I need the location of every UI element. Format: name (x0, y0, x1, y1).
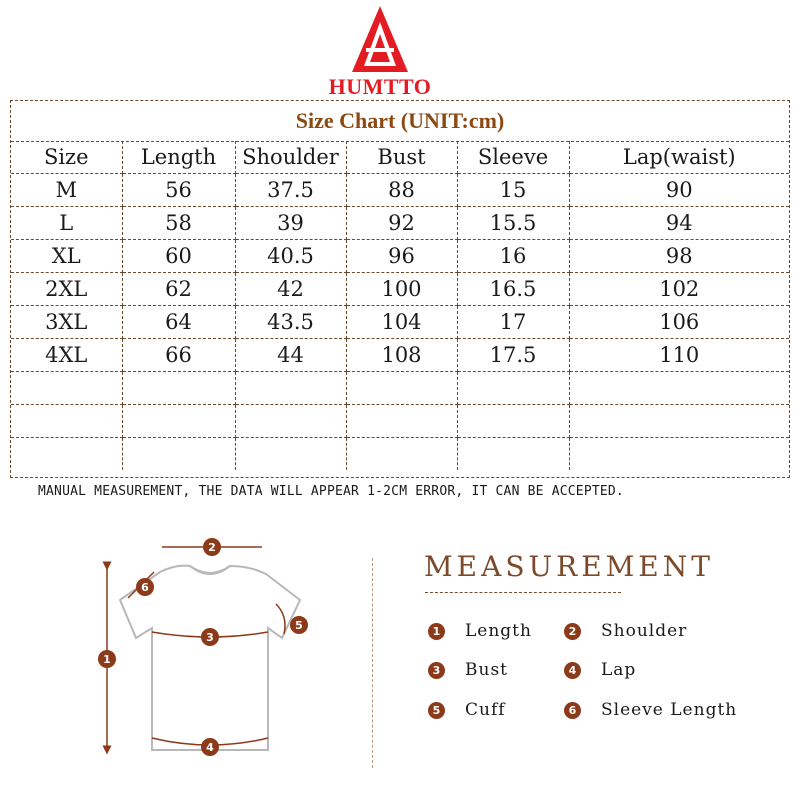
table-cell: 17 (457, 306, 569, 339)
table-row (11, 240, 789, 273)
section-divider (372, 558, 373, 768)
legend-item-cuff (428, 700, 506, 720)
table-cell (569, 372, 789, 405)
table-cell: 92 (346, 207, 457, 240)
table-cell: 44 (235, 339, 346, 372)
table-cell: 43.5 (235, 306, 346, 339)
table-cell (457, 372, 569, 405)
table-cell (346, 438, 457, 471)
measurement-title: MEASUREMENT (424, 550, 714, 583)
table-row (11, 339, 789, 372)
table-cell: 88 (346, 174, 457, 207)
table-cell: 60 (122, 240, 235, 273)
tshirt-diagram (90, 530, 340, 780)
table-cell: 106 (569, 306, 789, 339)
table-cell (122, 372, 235, 405)
table-cell: 40.5 (235, 240, 346, 273)
table-cell: 94 (569, 207, 789, 240)
table-header-cell: Sleeve (457, 141, 569, 174)
table-cell (569, 438, 789, 471)
table-cell: L (11, 207, 122, 240)
size-chart (10, 100, 790, 478)
table-row (11, 372, 789, 405)
table-row (11, 273, 789, 306)
table-cell: 90 (569, 174, 789, 207)
table-cell (235, 438, 346, 471)
table-row (11, 207, 789, 240)
table-cell: 16.5 (457, 273, 569, 306)
table-cell: 58 (122, 207, 235, 240)
humtto-logo-icon (350, 4, 410, 74)
size-chart-title: Size Chart (UNIT:cm) (11, 101, 789, 142)
table-cell (457, 438, 569, 471)
table-cell: 17.5 (457, 339, 569, 372)
table-cell: 108 (346, 339, 457, 372)
table-cell: 3XL (11, 306, 122, 339)
table-cell: 64 (122, 306, 235, 339)
svg-text:1: 1 (103, 653, 111, 666)
table-cell: 66 (122, 339, 235, 372)
table-cell (11, 438, 122, 471)
brand-logo (318, 4, 442, 100)
marker-5-icon: 5 (428, 702, 445, 719)
svg-text:3: 3 (206, 631, 214, 644)
table-cell (122, 405, 235, 438)
tshirt-measurement-icon (90, 530, 340, 780)
legend-item-length (428, 621, 532, 641)
size-table (11, 141, 789, 470)
table-cell (346, 372, 457, 405)
legend-label: Bust (465, 660, 508, 680)
measurement-note: MANUAL MEASUREMENT, THE DATA WILL APPEAR 1-2CM ERROR, IT CAN BE ACCEPTED. (38, 484, 624, 499)
table-row (11, 174, 789, 207)
marker-2-icon: 2 (564, 623, 581, 640)
table-cell: 15.5 (457, 207, 569, 240)
table-cell: 37.5 (235, 174, 346, 207)
table-cell: 2XL (11, 273, 122, 306)
marker-1-icon: 1 (428, 623, 445, 640)
legend-label: Lap (601, 660, 637, 680)
table-cell: 42 (235, 273, 346, 306)
table-cell: 102 (569, 273, 789, 306)
table-cell (346, 405, 457, 438)
table-row (11, 306, 789, 339)
table-cell (11, 405, 122, 438)
svg-text:4: 4 (206, 741, 214, 754)
table-cell: 16 (457, 240, 569, 273)
table-cell: XL (11, 240, 122, 273)
table-header-cell: Length (122, 141, 235, 174)
table-row (11, 438, 789, 471)
table-cell: 110 (569, 339, 789, 372)
brand-name: HUMTTO (328, 74, 432, 99)
table-cell (235, 405, 346, 438)
table-header-cell: Size (11, 141, 122, 174)
legend-item-shoulder (564, 621, 687, 641)
legend-label: Shoulder (601, 621, 688, 641)
svg-text:2: 2 (208, 541, 216, 554)
table-cell: 62 (122, 273, 235, 306)
legend-label: Cuff (465, 700, 506, 720)
table-cell: 56 (122, 174, 235, 207)
marker-6-icon: 6 (564, 702, 581, 719)
marker-3-icon: 3 (428, 662, 445, 679)
table-cell (569, 405, 789, 438)
table-cell: 98 (569, 240, 789, 273)
table-cell (235, 372, 346, 405)
table-header-cell: Bust (346, 141, 457, 174)
svg-text:5: 5 (295, 619, 303, 632)
legend-item-lap (564, 660, 636, 680)
table-header-cell: Shoulder (235, 141, 346, 174)
table-cell: 4XL (11, 339, 122, 372)
table-cell: 15 (457, 174, 569, 207)
legend-item-sleeve-length (564, 700, 737, 720)
legend-label: Length (465, 621, 532, 641)
table-cell: 39 (235, 207, 346, 240)
table-cell: 104 (346, 306, 457, 339)
marker-4-icon: 4 (564, 662, 581, 679)
legend-item-bust (428, 660, 508, 680)
table-cell (122, 438, 235, 471)
table-row (11, 405, 789, 438)
table-cell (11, 372, 122, 405)
table-header-row (11, 141, 789, 174)
svg-text:6: 6 (141, 581, 149, 594)
table-cell: 100 (346, 273, 457, 306)
table-cell: 96 (346, 240, 457, 273)
table-cell: M (11, 174, 122, 207)
legend-label: Sleeve Length (601, 700, 738, 720)
table-cell (457, 405, 569, 438)
measurement-title-underline (425, 592, 621, 593)
table-header-cell: Lap(waist) (569, 141, 789, 174)
